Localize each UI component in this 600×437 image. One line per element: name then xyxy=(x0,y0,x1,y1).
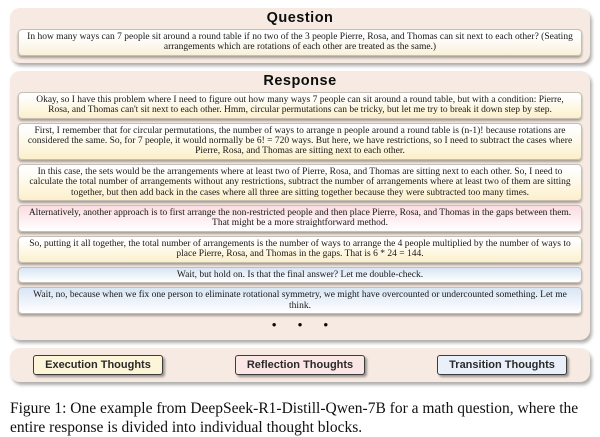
thought-block-transition: Wait, no, because when we fix one person to eliminate rotational symmetry, we might have overcounted or undercounted something. Let me think. xyxy=(18,287,582,314)
truncation-ellipsis: • • • xyxy=(271,316,338,332)
thought-block-execution: In this case, the sets would be the arrangements where at least two of Pierre, Rosa, and Thomas are sitting next to each other. So, I need to calculate the total number of arrangements without any restrictions, subtract the number of arrangements where at least two of them are sitting together, but then add back in the cases where all three are sitting together because they were subtracted too many times. xyxy=(18,164,582,201)
thought-block-transition: Wait, but hold on. Is that the final answer? Let me double-check. xyxy=(18,267,582,283)
thought-block-execution: Okay, so I have this problem where I need to figure out how many ways 7 people can sit around a round table, but with a condition: Pierre, Rosa, and Thomas can't sit next to each other. Hmm, circular permutations can be tricky, but let me try to break it down step by step. xyxy=(18,92,582,119)
question-title: Question xyxy=(266,10,334,26)
thought-blocks-container xyxy=(18,92,582,314)
question-text-block: In how many ways can 7 people sit around a round table if no two of the 3 people Pierre, Rosa, and Thomas can sit next to each other? (Seating arrangements which are rotations of each other are treated as the same.) xyxy=(18,29,582,56)
thought-block-execution: So, putting it all together, the total number of arrangements is the number of ways to arrange the 4 people multiplied by the number of ways to place Pierre, Rosa, and Thomas in the gaps. That is 6 * 24 = 144. xyxy=(18,236,582,263)
reflection-thoughts-button: Reflection Thoughts xyxy=(235,355,365,375)
response-panel xyxy=(10,71,590,340)
transition-thoughts-button: Transition Thoughts xyxy=(437,355,567,375)
legend-panel xyxy=(10,348,590,382)
question-panel xyxy=(10,8,590,63)
figure-caption: Figure 1: One example from DeepSeek-R1-Distill-Qwen-7B for a math question, where the entire response is divided into individual thought blocks. xyxy=(10,399,579,436)
thought-block-reflection: Alternatively, another approach is to first arrange the non-restricted people and then place Pierre, Rosa, and Thomas in the gaps between them. That might be a more straightforward method. xyxy=(18,205,582,232)
execution-thoughts-button: Execution Thoughts xyxy=(33,355,163,375)
response-title: Response xyxy=(263,72,337,89)
thought-block-execution: First, I remember that for circular permutations, the number of ways to arrange n people around a round table is (n-1)! because rotations are considered the same. So, for 7 people, it would normally be 6! = 720 ways. But here, we have restrictions, so I need to subtract the cases where Pierre, Rosa, and Thomas are sitting next to each other. xyxy=(18,123,582,160)
